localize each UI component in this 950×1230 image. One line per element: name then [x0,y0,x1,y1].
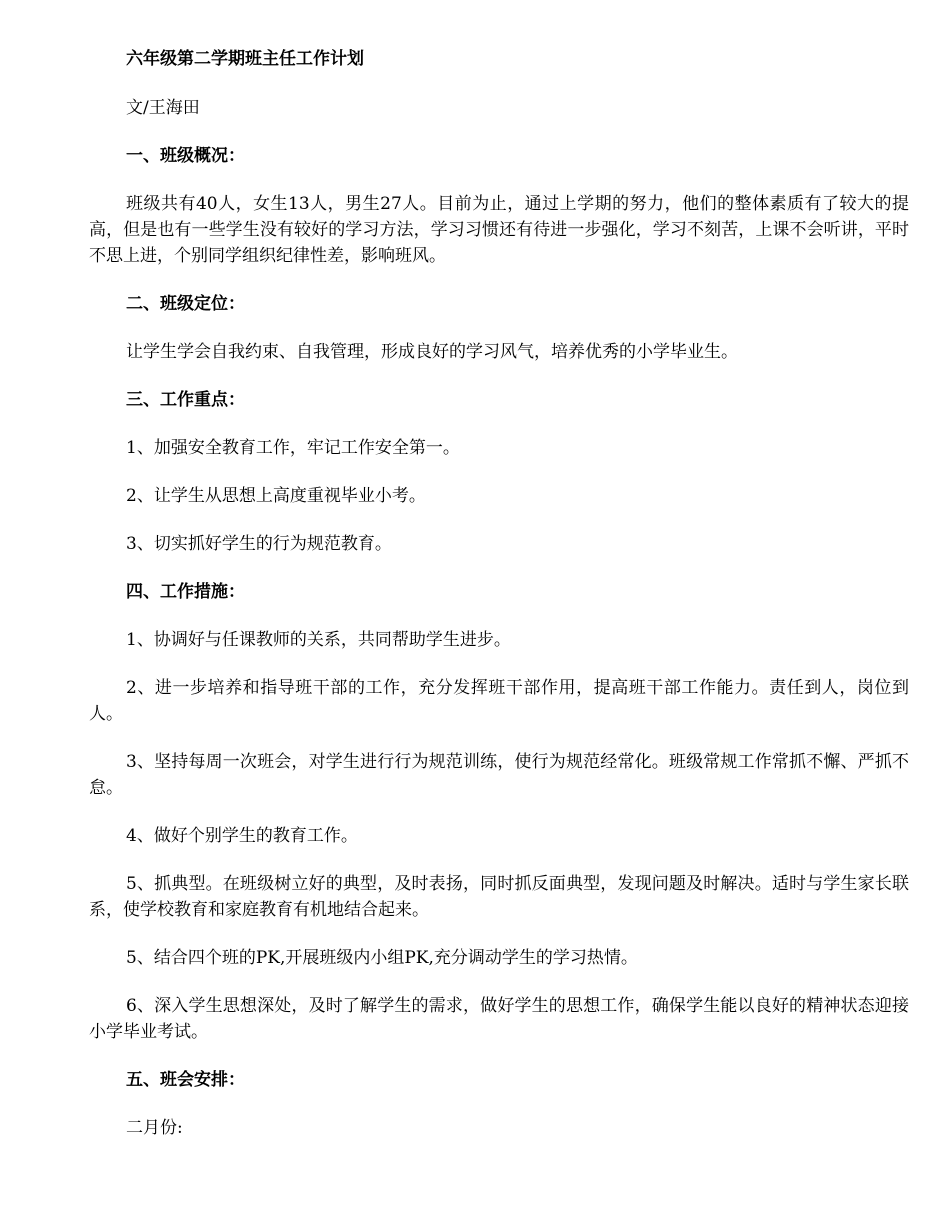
focus-item: 3、切实抓好学生的行为规范教育。 [126,534,392,554]
section-heading-overview: 一、班级概况： [126,146,245,166]
overview-paragraph: 班级共有40人，女生13人，男生27人。目前为止，通过上学期的努力，他们的整体素质有了较大的提高，但是也有一些学生没有较好的学习方法，学习习惯还有待进一步强化，学习不刻苦，上课不会听讲，平时不思上进，个别同学组织纪律性差，影响班风。 [89,194,909,266]
meeting-month: 二月份: [126,1118,183,1138]
measure-item: 3、坚持每周一次班会，对学生进行行为规范训练，使行为规范经常化。班级常规工作常抓不懈、严抓不怠。 [89,752,909,798]
measure-item: 5、抓典型。在班级树立好的典型，及时表扬，同时抓反面典型，发现问题及时解决。适时与学生家长联系，使学校教育和家庭教育有机地结合起来。 [89,874,909,920]
measure-item: 2、进一步培养和指导班干部的工作，充分发挥班干部作用，提高班干部工作能力。责任到人，岗位到人。 [89,678,909,724]
measure-item: 1、协调好与任课教师的关系，共同帮助学生进步。 [126,630,511,650]
measure-item: 5、结合四个班的PK,开展班级内小组PK,充分调动学生的学习热情。 [126,948,638,968]
measure-item: 6、深入学生思想深处，及时了解学生的需求，做好学生的思想工作，确保学生能以良好的精神状态迎接小学毕业考试。 [89,996,909,1042]
document-author: 文/王海田 [126,98,200,118]
focus-item: 2、让学生从思想上高度重视毕业小考。 [126,486,426,506]
section-heading-meetings: 五、班会安排： [126,1070,245,1090]
document-page [89,46,909,1163]
positioning-paragraph: 让学生学会自我约束、自我管理，形成良好的学习风气，培养优秀的小学毕业生。 [126,342,738,362]
document-title: 六年级第二学期班主任工作计划 [126,49,364,69]
section-heading-positioning: 二、班级定位： [126,294,245,314]
focus-item: 1、加强安全教育工作，牢记工作安全第一。 [126,438,460,458]
measure-item: 4、做好个别学生的教育工作。 [126,826,358,846]
section-heading-focus: 三、工作重点： [126,390,245,410]
section-heading-measures: 四、工作措施： [126,582,245,602]
